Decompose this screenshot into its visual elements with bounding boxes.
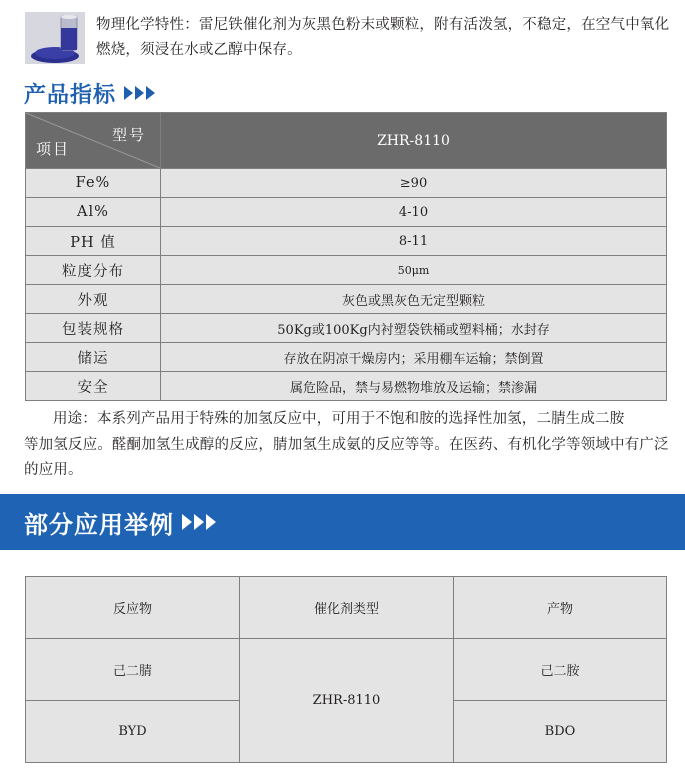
- table-row: [26, 227, 667, 256]
- row-value: ≥90: [161, 169, 667, 198]
- row-value: 4-10: [161, 198, 667, 227]
- spec-section-title: [24, 76, 157, 110]
- item-label: 项目: [36, 140, 71, 158]
- application-title-text: 部分应用举例: [24, 510, 174, 539]
- row-item: Fe%: [26, 169, 161, 198]
- catalyst-header: 催化剂类型: [240, 577, 454, 639]
- usage-rest: 等加氢反应。醛酮加氢生成醇的反应，腈加氢生成氨的反应等等。在医药、有机化学等领域中有广泛的应用。: [24, 436, 669, 478]
- table-row: [26, 343, 667, 372]
- row-value: 属危险品，禁与易燃物堆放及运输；禁渗漏: [161, 372, 667, 401]
- table-row: [26, 285, 667, 314]
- row-value: 50Kg或100Kg内衬塑袋铁桶或塑料桶；水封存: [161, 314, 667, 343]
- catalyst-cell: ZHR-8110: [240, 639, 454, 763]
- row-item: Al%: [26, 198, 161, 227]
- row-value: 8-11: [161, 227, 667, 256]
- triple-arrow-icon: [124, 86, 157, 100]
- table-row: [26, 256, 667, 285]
- row-item: 粒度分布: [26, 256, 161, 285]
- spec-section-title-text: 产品指标: [24, 82, 117, 108]
- application-table: [25, 576, 667, 763]
- application-section-title: [24, 505, 218, 540]
- application-header-row: [26, 577, 667, 639]
- product-cell: 己二胺: [454, 639, 667, 701]
- row-value: 50μm: [161, 256, 667, 285]
- product-header: 产物: [454, 577, 667, 639]
- row-item: 安全: [26, 372, 161, 401]
- physical-properties-text: 物理化学特性：雷尼铁催化剂为灰黑色粉末或颗粒，附有活泼氢，不稳定，在空气中氧化燃烧，须浸在水或乙醇中保存。: [96, 17, 670, 58]
- table-row: [26, 372, 667, 401]
- row-value: 存放在阴凉干燥房内；采用棚车运输；禁倒置: [161, 343, 667, 372]
- model-label: 型号: [111, 126, 146, 144]
- usage-paragraph: [24, 407, 674, 484]
- row-item: 外观: [26, 285, 161, 314]
- spec-table-header: [26, 113, 667, 169]
- row-item: 包装规格: [26, 314, 161, 343]
- diagonal-header-cell: [26, 113, 161, 169]
- triple-arrow-icon: [182, 514, 218, 530]
- table-row: [26, 169, 667, 198]
- spec-table: [25, 112, 667, 401]
- row-item: 储运: [26, 343, 161, 372]
- application-section-banner: [0, 494, 685, 550]
- table-row: [26, 314, 667, 343]
- reactant-header: 反应物: [26, 577, 240, 639]
- reactant-cell: BYD: [26, 701, 240, 763]
- usage-lead-line: 用途：本系列产品用于特殊的加氢反应中，可用于不饱和胺的选择性加氢，二腈生成二胺: [53, 411, 625, 427]
- reactant-cell: 己二腈: [26, 639, 240, 701]
- model-name: ZHR-8110: [161, 113, 667, 169]
- table-row: [26, 198, 667, 227]
- row-value: 灰色或黑灰色无定型颗粒: [161, 285, 667, 314]
- product-photo: [25, 12, 85, 64]
- table-row: [26, 639, 667, 701]
- row-item: PH 值: [26, 227, 161, 256]
- product-cell: BDO: [454, 701, 667, 763]
